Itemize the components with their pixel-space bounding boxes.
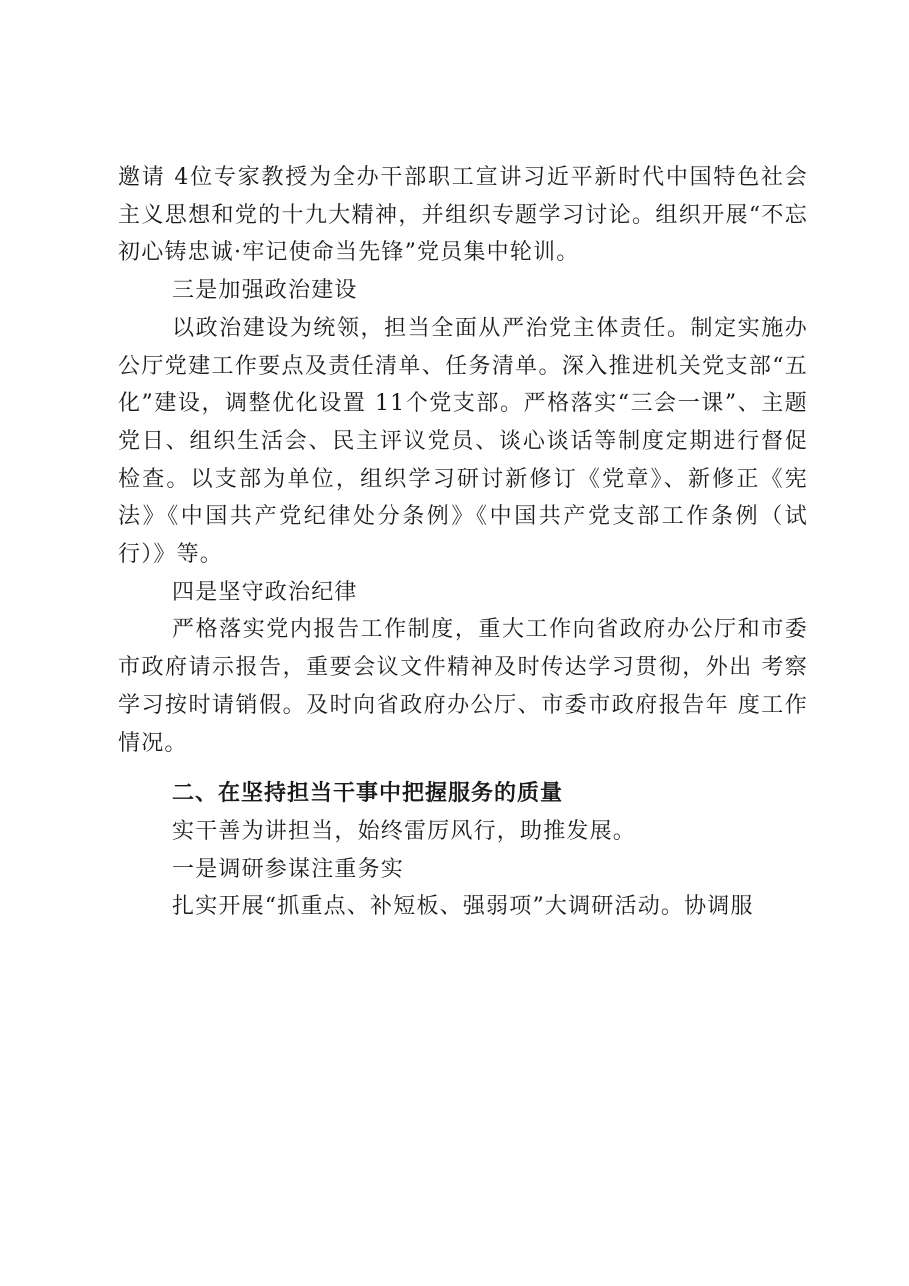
body-paragraph: 以政治建设为统领，担当全面从严治党主体责任。制定实施办公厅党建工作要点及责任清单、任务清单。深入推进机关党支部“五化”建设，调整优化设置 11个党支部。严格落实“三会一课”、主题党日、组织生活会、民主评议党员、谈心谈话等制度定期进行督促检查。以支部为单位，组织学习研讨新修订《党章》、新修正《宪法》《中国共产党纪律处分条例》《中国共产党支部工作条例（试行）》等。: [118, 315, 808, 568]
body-paragraph: 严格落实党内报告工作制度，重大工作向省政府办公厅和市委市政府请示报告，重要会议文件精神及时传达学习贯彻，外出 考察学习按时请销假。及时向省政府办公厅、市委市政府报告年 度工作情况。: [118, 617, 808, 756]
section-subheading: 一是调研参谋注重务实: [172, 856, 405, 882]
body-paragraph: 扎实开展“抓重点、补短板、强弱项”大调研活动。协调服: [172, 894, 754, 920]
section-heading: 二、在坚持担当干事中把握服务的质量: [172, 781, 564, 807]
section-subheading: 四是坚守政治纪律: [172, 579, 358, 605]
body-paragraph: 邀请 4位专家教授为全办干部职工宣讲习近平新时代中国特色社会主义思想和党的十九大精神，并组织专题学习讨论。组织开展“不忘初心铸忠诚·牢记使命当先锋”党员集中轮训。: [118, 165, 808, 266]
document-body: [118, 159, 808, 926]
body-paragraph: 实干善为讲担当，始终雷厉风行，助推发展。: [172, 818, 637, 844]
section-subheading: 三是加强政治建设: [172, 278, 358, 304]
